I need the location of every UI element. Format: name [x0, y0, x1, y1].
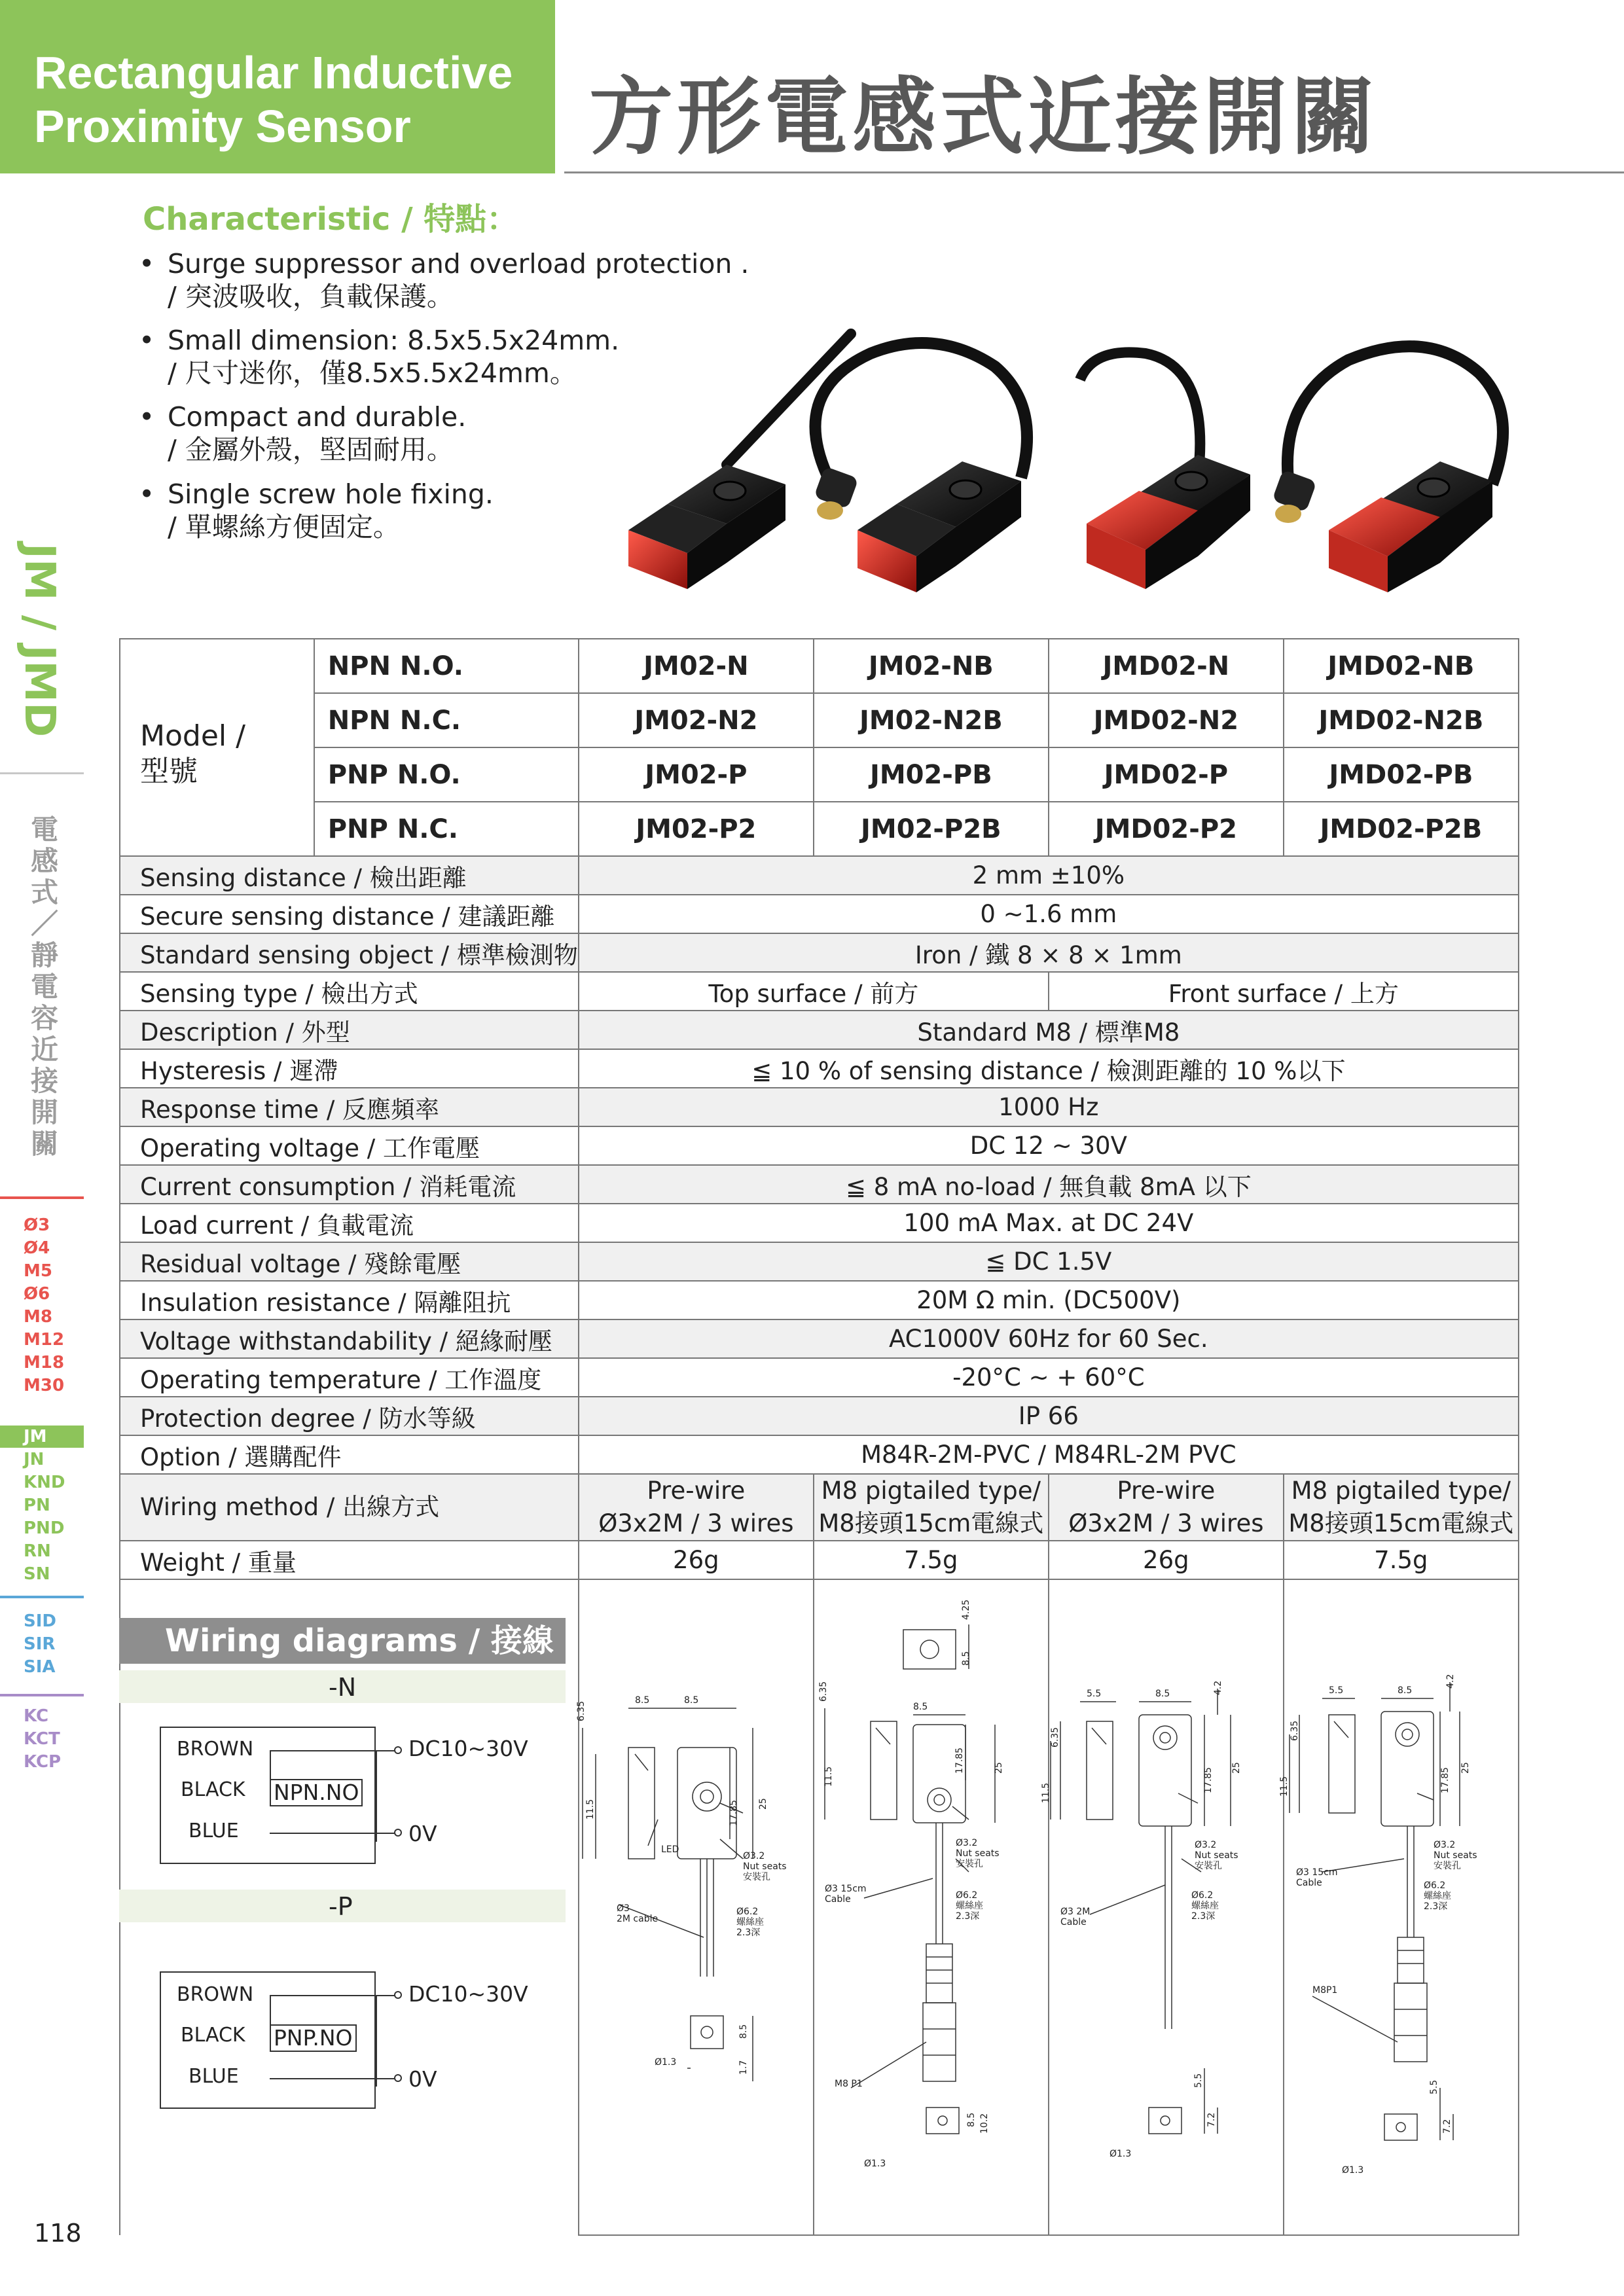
side-bar-group1 [0, 1196, 84, 1199]
dimension-drawing-1 [569, 1662, 802, 2251]
wiring-p-band [119, 1890, 566, 1922]
wire-line [376, 1750, 377, 1842]
dim-label: Nut seats [743, 1861, 787, 1872]
bullet: • [139, 325, 155, 356]
wiring-cell [1049, 1474, 1284, 1541]
model-row [120, 802, 1519, 856]
spec-value: 20M Ω min. (DC500V) [579, 1281, 1519, 1319]
wiring-line2: Ø3x2M / 3 wires [598, 1509, 794, 1537]
wiring-n-label: -N [329, 1673, 357, 1702]
model-cell: JMD02-N2 [1049, 693, 1284, 747]
spec-row [120, 895, 1519, 933]
dim-label: 25 [1460, 1762, 1471, 1774]
model-type: PNP N.C. [314, 802, 579, 856]
terminal-icon [394, 1991, 402, 1999]
spec-label: Load current / 負載電流 [120, 1204, 579, 1242]
dim-label: Ø6.2 [956, 1890, 978, 1901]
dim-label: Ø6.2 [736, 1907, 759, 1917]
wire-blue: BLUE [189, 1820, 239, 1842]
dim-label: 25 [758, 1798, 768, 1810]
dim-label: 螺絲座 [1424, 1891, 1451, 1901]
dim-label: 8.5 [1155, 1689, 1170, 1699]
spec-row [120, 1126, 1519, 1165]
spec-label: Insulation resistance / 隔離阻抗 [120, 1281, 579, 1319]
dim-label: 8.5 [913, 1702, 928, 1712]
characteristic-title: Characteristic / 特點： [143, 201, 518, 238]
title-cn: 方形電感式近接開關 [589, 69, 1379, 166]
dim-label: 螺絲座 [956, 1901, 983, 1911]
dim-label: 4.2 [1213, 1680, 1223, 1695]
feature-en: Compact and durable. [168, 401, 467, 433]
feature-item-1 [139, 247, 749, 313]
dim-label: 6.35 [1290, 1720, 1300, 1741]
page-number: 118 [34, 2219, 82, 2248]
model-cell: JM02-N2 [579, 693, 814, 747]
sensor-photo-3 [1080, 352, 1250, 589]
sensor-photo-2 [814, 343, 1027, 592]
dim-label: Ø3.2 [1434, 1840, 1456, 1850]
dim-label: 8.5 [966, 2112, 977, 2127]
dim-label: Ø1.3 [864, 2159, 886, 2169]
dim-label: Ø1.3 [1342, 2165, 1364, 2176]
dim-label: 4.25 [961, 1599, 971, 1620]
spec-value: 2 mm ±10% [579, 856, 1519, 895]
dim-label: 10.2 [979, 2113, 990, 2134]
spec-row-wiring [120, 1474, 1519, 1541]
dim-label: 2.3深 [736, 1928, 761, 1938]
spec-row [120, 856, 1519, 895]
dim-label: 11.5 [585, 1799, 596, 1820]
spec-value: Iron / 鐵 8 × 8 × 1mm [579, 933, 1519, 972]
bullet: • [139, 401, 155, 433]
wiring-line2: Ø3x2M / 3 wires [1068, 1509, 1264, 1537]
dim-label: Ø1.3 [655, 2057, 677, 2068]
dim-label: 5.5 [1329, 1685, 1344, 1696]
side-group-4 [24, 1705, 82, 1774]
dim-label: Ø3.2 [743, 1851, 765, 1861]
pnp-no-box: PNP.NO [270, 2024, 357, 2052]
side-index-item[interactable]: M30 [24, 1376, 65, 1395]
side-index-item[interactable]: PND [24, 1518, 65, 1538]
wiring-line1: Pre-wire [647, 1477, 746, 1505]
model-cell: JM02-NB [814, 639, 1049, 693]
spec-label: Option / 選購配件 [120, 1435, 579, 1474]
dim-label: 安裝孔 [1195, 1861, 1222, 1871]
dim-label: Nut seats [1434, 1850, 1477, 1861]
spec-value-left: Top surface / 前方 [579, 972, 1049, 1011]
spec-label: Wiring method / 出線方式 [120, 1474, 579, 1541]
side-group-2 [24, 1426, 82, 1586]
feature-en: Small dimension: 8.5x5.5x24mm. [168, 325, 620, 356]
spec-label: Protection degree / 防水等級 [120, 1397, 579, 1435]
dim-label: Ø3.2 [956, 1838, 978, 1848]
spec-row [120, 1397, 1519, 1435]
wiring-p-label: -P [329, 1892, 353, 1921]
model-cell: JMD02-PB [1284, 747, 1519, 802]
dimension-drawing-4 [1276, 1662, 1509, 2186]
spec-label: Sensing type / 檢出方式 [120, 972, 579, 1011]
side-index-item[interactable]: KCP [24, 1752, 62, 1772]
dim-label: 11.5 [1041, 1782, 1051, 1803]
wiring-line1: M8 pigtailed type/ [1291, 1477, 1511, 1505]
model-cell: JM02-P2 [579, 802, 814, 856]
dim-label: Ø3 15cm [825, 1884, 867, 1894]
model-label: Model / 型號 [120, 639, 314, 856]
model-type: PNP N.O. [314, 747, 579, 802]
side-index-item[interactable]: M5 [24, 1261, 52, 1281]
spec-value-right: Front surface / 上方 [1049, 972, 1519, 1011]
spec-label: Standard sensing object / 標準檢測物 [120, 933, 579, 972]
supply-plus: DC10~30V [408, 1736, 528, 1761]
dim-label: 17.85 [729, 1799, 739, 1826]
dim-label: 6.35 [1050, 1727, 1060, 1748]
header-banner [0, 0, 555, 173]
side-series-title: JM / JMD [15, 543, 63, 738]
dim-label: 8.5 [961, 1651, 971, 1666]
spec-row [120, 933, 1519, 972]
dim-label: 8.5 [738, 2024, 749, 2039]
dim-label: 螺絲座 [736, 1917, 764, 1928]
dim-label: 7.2 [1442, 2119, 1453, 2134]
spec-label: Operating temperature / 工作溫度 [120, 1358, 579, 1397]
spec-value: M84R-2M-PVC / M84RL-2M PVC [579, 1435, 1519, 1474]
dim-label: 5.5 [1087, 1689, 1102, 1699]
dim-label: 17.85 [1203, 1767, 1214, 1793]
dim-label: 25 [1231, 1762, 1242, 1774]
header-divider [564, 171, 1624, 173]
wiring-diagrams-title: Wiring diagrams / 接線 [119, 1618, 566, 1664]
dim-label: Ø3 2M [1060, 1907, 1091, 1917]
feature-cn: / 金屬外殼，堅固耐用。 [168, 434, 454, 465]
dim-label: Ø6.2 [1424, 1880, 1446, 1891]
model-row [120, 639, 1519, 693]
dim-label: Ø6.2 [1191, 1890, 1214, 1901]
model-cell: JM02-P [579, 747, 814, 802]
feature-cn: / 尺寸迷你，僅8.5x5.5x24mm。 [168, 357, 577, 389]
wiring-cell [1284, 1474, 1519, 1541]
model-cell: JMD02-NB [1284, 639, 1519, 693]
side-bar-group4 [0, 1694, 84, 1696]
model-cell: JMD02-N2B [1284, 693, 1519, 747]
wiring-line2: M8接頭15cm電線式 [1288, 1509, 1514, 1537]
spec-value: DC 12 ~ 30V [579, 1126, 1519, 1165]
wiring-cell [814, 1474, 1049, 1541]
dim-label: 安裝孔 [743, 1872, 770, 1882]
side-group-3 [24, 1610, 82, 1679]
spec-value: ≦ DC 1.5V [579, 1242, 1519, 1281]
spec-label: Secure sensing distance / 建議距離 [120, 895, 579, 933]
spec-value: AC1000V 60Hz for 60 Sec. [579, 1319, 1519, 1358]
dim-label: 5.5 [1193, 2073, 1204, 2088]
model-cell: JMD02-P2 [1049, 802, 1284, 856]
model-row [120, 747, 1519, 802]
spec-row [120, 1435, 1519, 1474]
model-cell: JMD02-P2B [1284, 802, 1519, 856]
spec-row [120, 1165, 1519, 1204]
side-group-1 [24, 1214, 82, 1397]
side-category: 電感式／靜電容近接開關 [27, 815, 59, 1160]
spec-label: Description / 外型 [120, 1011, 579, 1049]
dim-label: Cable [1060, 1917, 1087, 1928]
dim-label: M8P1 [1312, 1985, 1338, 1996]
dim-label: Nut seats [956, 1848, 1000, 1859]
dim-label: 8.5 [684, 1695, 699, 1706]
dim-label: 6.35 [818, 1681, 829, 1702]
dim-label: 安裝孔 [956, 1859, 983, 1869]
dim-label: 17.85 [954, 1747, 965, 1774]
wiring-line2: M8接頭15cm電線式 [818, 1509, 1044, 1537]
side-index-item[interactable]: SIA [24, 1657, 56, 1677]
side-index-item[interactable]: RN [24, 1541, 51, 1561]
dim-label: Nut seats [1195, 1850, 1238, 1861]
feature-cn: / 突波吸收，負載保護。 [168, 281, 454, 312]
feature-en: Single screw hole fixing. [168, 478, 494, 510]
dim-label: 11.5 [1279, 1776, 1290, 1797]
spec-value: -20°C ~ + 60°C [579, 1358, 1519, 1397]
product-photos [622, 314, 1538, 596]
spec-label: Weight / 重量 [120, 1541, 579, 1579]
sensor-photo-4 [1272, 346, 1503, 592]
wiring-line1: M8 pigtailed type/ [821, 1477, 1041, 1505]
model-cell: JM02-N2B [814, 693, 1049, 747]
dim-label: 2M cable [617, 1914, 659, 1924]
model-cell: JM02-P2B [814, 802, 1049, 856]
dim-label: 2.3深 [956, 1911, 980, 1922]
dim-label: 6.35 [576, 1700, 586, 1721]
wiring-line1: Pre-wire [1117, 1477, 1216, 1505]
side-index-item[interactable]: M12 [24, 1330, 65, 1350]
terminal-icon [394, 2074, 402, 2082]
spec-row [120, 1242, 1519, 1281]
dim-label: 17.85 [1440, 1767, 1451, 1793]
side-divider [0, 772, 84, 774]
wire-black: BLACK [181, 2024, 245, 2047]
wire-brown: BROWN [177, 1738, 254, 1761]
spec-row [120, 1358, 1519, 1397]
terminal-icon [394, 1829, 402, 1837]
model-row [120, 693, 1519, 747]
dim-label: Cable [1296, 1878, 1322, 1888]
side-index-item[interactable]: Ø3 [24, 1215, 50, 1235]
dim-label: 8.5 [635, 1695, 650, 1706]
dim-label: Ø1.3 [1110, 2149, 1132, 2159]
dim-label: M8 P1 [835, 2079, 863, 2089]
npn-no-box: NPN.NO [270, 1779, 363, 1806]
supply-plus: DC10~30V [408, 1981, 528, 2007]
spec-label: Operating voltage / 工作電壓 [120, 1126, 579, 1165]
side-index-item[interactable]: SN [24, 1564, 50, 1584]
dim-label: LED [661, 1844, 679, 1855]
side-index-item[interactable]: PN [24, 1496, 50, 1515]
spec-value: 100 mA Max. at DC 24V [579, 1204, 1519, 1242]
wire-black: BLACK [181, 1778, 245, 1801]
dim-label: Cable [825, 1894, 851, 1905]
dim-label: 5.5 [1429, 2079, 1439, 2094]
side-index-item[interactable]: M8 [24, 1307, 52, 1327]
model-cell: JMD02-P [1049, 747, 1284, 802]
spec-label: Current consumption / 消耗電流 [120, 1165, 579, 1204]
spec-row [120, 1281, 1519, 1319]
side-bar-group3 [0, 1596, 84, 1598]
title-en-line1: Rectangular Inductive [34, 47, 513, 98]
weight-cell: 7.5g [1284, 1541, 1519, 1579]
spec-label: Sensing distance / 檢出距離 [120, 856, 579, 895]
spec-value: ≦ 10 % of sensing distance / 檢測距離的 10 %以下 [579, 1049, 1519, 1088]
model-cell: JMD02-N [1049, 639, 1284, 693]
model-type: NPN N.C. [314, 693, 579, 747]
dim-label: Ø3 [617, 1903, 630, 1914]
side-index-item[interactable]: JN [24, 1450, 45, 1469]
weight-cell: 7.5g [814, 1541, 1049, 1579]
dim-label: 2.3深 [1191, 1911, 1216, 1922]
spec-row [120, 1088, 1519, 1126]
spec-value: 0 ~1.6 mm [579, 895, 1519, 933]
spec-label: Residual voltage / 殘餘電壓 [120, 1242, 579, 1281]
side-index-item[interactable]: M18 [24, 1353, 65, 1372]
spec-label: Voltage withstandability / 絕緣耐壓 [120, 1319, 579, 1358]
wire-blue: BLUE [189, 2065, 239, 2088]
model-cell: JM02-PB [814, 747, 1049, 802]
side-index-item[interactable]: Ø6 [24, 1284, 50, 1304]
terminal-icon [394, 1746, 402, 1754]
spec-row [120, 1319, 1519, 1358]
spec-label: Response time / 反應頻率 [120, 1088, 579, 1126]
title-en-line2: Proximity Sensor [34, 101, 411, 152]
dimension-drawing-3 [1041, 1662, 1273, 2186]
feature-cn: / 單螺絲方便固定。 [168, 511, 400, 543]
dim-label: 安裝孔 [1434, 1861, 1461, 1871]
dim-label: 25 [994, 1762, 1004, 1774]
dim-label: 螺絲座 [1191, 1901, 1219, 1911]
supply-minus: 0V [408, 1821, 437, 1846]
wire-brown: BROWN [177, 1983, 254, 2006]
weight-cell: 26g [579, 1541, 814, 1579]
side-index-item[interactable]: Ø4 [24, 1238, 50, 1258]
dim-label: 7.2 [1206, 2112, 1217, 2127]
side-index-item[interactable]: JM [24, 1427, 47, 1446]
side-index-item[interactable]: SIR [24, 1634, 56, 1654]
spec-row [120, 1049, 1519, 1088]
spec-row [120, 1204, 1519, 1242]
dim-label: Ø3 15cm [1296, 1867, 1338, 1878]
side-index-item[interactable]: KND [24, 1473, 65, 1492]
feature-en: Surge suppressor and overload protection . [168, 248, 749, 279]
dim-label: Ø3.2 [1195, 1840, 1217, 1850]
dim-label: 1.7 [738, 2060, 749, 2075]
side-index-item[interactable]: KC [24, 1706, 49, 1726]
wiring-n-band [119, 1670, 566, 1703]
side-index-item[interactable]: SID [24, 1611, 56, 1631]
supply-minus: 0V [408, 2066, 437, 2092]
spec-row-weight [120, 1541, 1519, 1579]
spec-label: Hysteresis / 遲滯 [120, 1049, 579, 1088]
dim-label: 8.5 [1398, 1685, 1413, 1696]
dimension-drawing-2 [805, 1584, 1038, 2238]
wire-line [376, 1995, 377, 2087]
side-index-item[interactable]: KCT [24, 1729, 60, 1749]
bullet: • [139, 248, 155, 279]
dim-label: 4.2 [1445, 1674, 1456, 1689]
dim-label: 11.5 [823, 1766, 834, 1787]
weight-cell: 26g [1049, 1541, 1284, 1579]
spec-value: 1000 Hz [579, 1088, 1519, 1126]
spec-value: IP 66 [579, 1397, 1519, 1435]
wiring-cell [579, 1474, 814, 1541]
spec-row [120, 972, 1519, 1011]
dim-label: 2.3深 [1424, 1901, 1448, 1912]
model-cell: JM02-N [579, 639, 814, 693]
model-type: NPN N.O. [314, 639, 579, 693]
bullet: • [139, 478, 155, 510]
spec-row [120, 1011, 1519, 1049]
spec-value: Standard M8 / 標準M8 [579, 1011, 1519, 1049]
spec-value: ≦ 8 mA no-load / 無負載 8mA 以下 [579, 1165, 1519, 1204]
